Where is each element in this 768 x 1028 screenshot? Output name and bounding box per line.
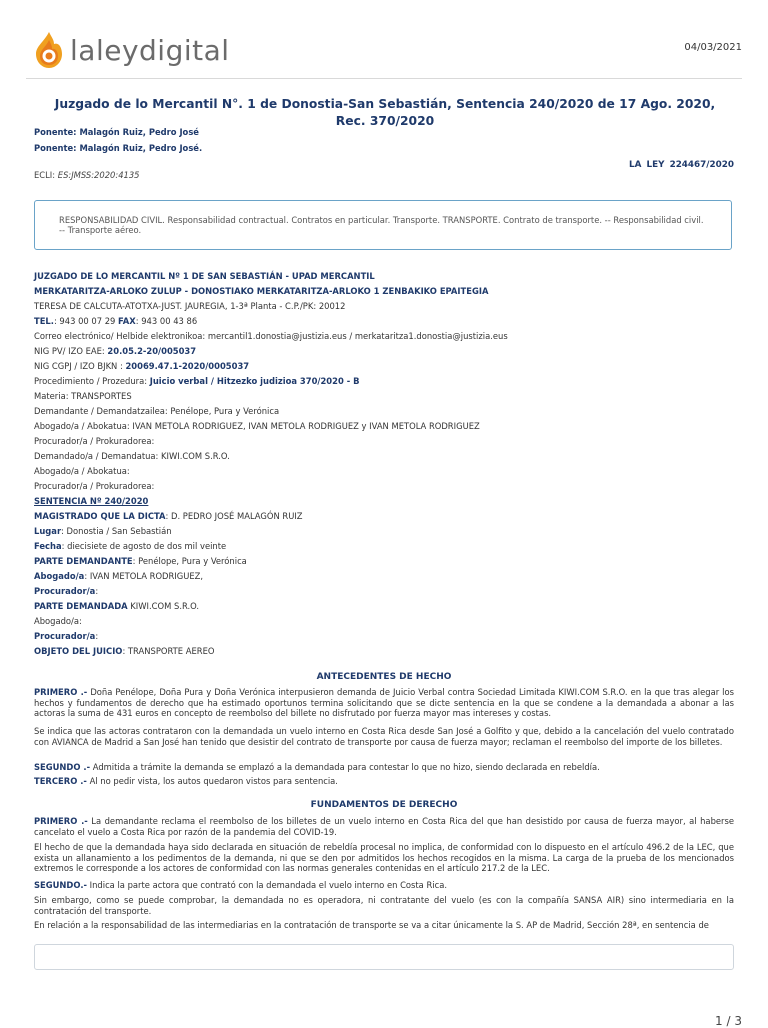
court-name-eu: MERKATARITZA-ARLOKO ZULUP - DONOSTIAKO MERKATARITZA-ARLOKO 1 ZENBAKIKO EPAITEGIA — [34, 286, 489, 296]
fundamentos-heading: FUNDAMENTOS DE DERECHO — [310, 800, 458, 810]
court-phone — [34, 315, 734, 330]
sentencia-abogado-label: Abogado/a — [34, 571, 85, 581]
lugar — [34, 525, 734, 540]
tercero-text: Al no pedir vista, los autos quedaron vistos para sentencia. — [86, 776, 338, 786]
sentencia-procurador-demandada — [34, 630, 734, 645]
ponente-line-2: Ponente: Malagón Ruiz, Pedro José. — [34, 143, 203, 153]
ecli-label: ECLI: — [34, 170, 56, 180]
fundamentos-parrafo-4: Sin embargo, como se puede comprobar, la demandada no es operadora, ni contratante del vuelo (es con la compañía SANSA AIR) sino intermediaria en la contratación del transporte. — [34, 895, 734, 916]
brand-name: laleydigital — [70, 33, 230, 67]
antecedentes-primero — [34, 687, 734, 719]
magistrado-label: MAGISTRADO QUE LA DICTA — [34, 511, 166, 521]
nig-pv-value: 20.05.2-20/005037 — [107, 346, 197, 356]
parte-demandada-label: PARTE DEMANDADA — [34, 601, 128, 611]
court-details — [34, 270, 734, 660]
materia: Materia: TRANSPORTES — [34, 391, 132, 401]
procurador: Procurador/a / Prokuradorea: — [34, 436, 155, 446]
procurador2-value: : — [95, 631, 99, 641]
objeto-juicio — [34, 645, 734, 660]
segundo-label: SEGUNDO .- — [34, 762, 91, 772]
ponente-line-1: Ponente: Malagón Ruiz, Pedro José — [34, 127, 199, 137]
fax-label: FAX — [118, 316, 136, 326]
fundamentos-parrafo-5: En relación a la responsabilidad de las intermediarias en la contratación de transporte se va a citar únicamente la S. AP de Madrid, Sección 28ª, en sentencia de — [34, 920, 709, 930]
parte-demandante — [34, 555, 734, 570]
summary-box — [34, 200, 732, 250]
fund-segundo-text: Indica la parte actora que contrató con la demandada el vuelo interno en Costa Rica. — [86, 880, 448, 890]
proc-label: Procedimiento / Prozedura: — [34, 376, 150, 386]
fundamentos-primero — [34, 816, 734, 837]
summary-text: RESPONSABILIDAD CIVIL. Responsabilidad contractual. Contratos en particular. Transporte. TRANSPORTE. Contrato de transporte. -- Responsabilidad civil. -- Transporte aéreo. — [59, 215, 704, 235]
magistrado — [34, 510, 734, 525]
tel-value: : 943 00 07 29 — [53, 316, 119, 326]
nig-cgpj — [34, 360, 734, 375]
flame-logo-icon — [32, 30, 66, 70]
parte-demandante-label: PARTE DEMANDANTE — [34, 556, 133, 566]
abogado: Abogado/a / Abokatua: IVAN METOLA RODRIGUEZ, IVAN METOLA RODRIGUEZ y IVAN METOLA RODRIGUEZ — [34, 421, 480, 431]
court-name: JUZGADO DE LO MERCANTIL Nº 1 DE SAN SEBASTIÁN - UPAD MERCANTIL — [34, 271, 375, 281]
antecedentes-parrafo-2: Se indica que las actoras contrataron con la demandada un vuelo interno en Costa Rica desde San José a Golfito y que, debido a la cancelación del vuelo contratado con AVIANCA de Madrid a San José han tenido que desistir del contrato de transporte por causa de fuerza mayor; reclaman el reembolso del importe de los billetes. — [34, 726, 734, 747]
parte-demandante-value: : Penélope, Pura y Verónica — [132, 556, 247, 566]
laleydigital-logo[interactable] — [32, 28, 230, 72]
procedimiento — [34, 375, 734, 390]
demandante: Demandante / Demandatzailea: Penélope, Pura y Verónica — [34, 406, 280, 416]
demandado: Demandado/a / Demandatua: KIWI.COM S.R.O. — [34, 451, 230, 461]
print-date: 04/03/2021 — [684, 42, 742, 53]
sentencia-heading[interactable]: SENTENCIA Nº 240/2020 — [34, 496, 149, 506]
abogado-demandado: Abogado/a / Abokatua: — [34, 466, 130, 476]
fundamentos-segundo — [34, 880, 734, 891]
court-address: TERESA DE CALCUTA-ATOTXA-JUST. JAUREGIA, 1-3ª Planta - C.P./PK: 20012 — [34, 301, 346, 311]
footer-box — [34, 944, 734, 970]
primero-text: Doña Penélope, Doña Pura y Doña Verónica interpusieron demanda de Juicio Verbal contra Sociedad Limitada KIWI.COM S.R.O. en la que tras alegar los hechos y fundamentos de derecho que ha estimado oportunos termina solicitando que se dicte sentencia en la que se condene a la demandada a abonar a las actoras la suma de 431 euros en concepto de reembolso del billete no disfrutado por fuerza mayor mas intereses y costas. — [34, 687, 734, 719]
page-header — [0, 0, 768, 90]
nig-pv — [34, 345, 734, 360]
segundo-text: Admitida a trámite la demanda se emplazó a la demandada para contestar lo que no hizo, siendo declarada en rebeldía. — [90, 762, 600, 772]
page-counter: 1 / 3 — [715, 1014, 742, 1028]
sentencia-abogado — [34, 570, 734, 585]
fund-primero-label: PRIMERO .- — [34, 816, 88, 826]
nig-pv-label: NIG PV/ IZO EAE: — [34, 346, 108, 356]
parte-demandada — [34, 600, 734, 615]
tercero-label: TERCERO .- — [34, 776, 87, 786]
fund-primero-text: La demandante reclama el reembolso de los billetes de un vuelo interno en Costa Rica del que han desistido por causa de fuerza mayor, al haberse cancelato el vuelo a Costa Rica por razón de la pandemia del COVID-19. — [34, 816, 734, 837]
magistrado-value: : D. PEDRO JOSÉ MALAGÓN RUIZ — [165, 511, 303, 521]
procurador2-label: Procurador/a — [34, 631, 96, 641]
document-title: Juzgado de lo Mercantil N°. 1 de Donostia-San Sebastián, Sentencia 240/2020 de 17 Ago. 2020, Rec. 370/2020 — [54, 97, 716, 128]
sentencia-abogado-value: : IVAN METOLA RODRIGUEZ, — [84, 571, 204, 581]
objeto-value: : TRANSPORTE AEREO — [122, 646, 215, 656]
fecha — [34, 540, 734, 555]
proc-value: Juicio verbal / Hitzezko judizioa 370/2020 - B — [149, 376, 360, 386]
laley-reference: LA LEY 224467/2020 — [629, 160, 734, 170]
fundamentos-parrafo-2: El hecho de que la demandada haya sido declarada en situación de rebeldía procesal no implica, de conformidad con lo dispuesto en el artículo 496.2 de la LEC, que exista un allanamiento a los pedimentos de la demanda, ni que se den por admitidos los hechos recogidos en la misma. La carga de la prueba de los mencionados extremos le corresponde a los actores de conformidad con las normas generales contenidas en el artículo 217.2 de la LEC. — [34, 842, 734, 874]
nig-cgpj-label: NIG CGPJ / IZO BJKN : — [34, 361, 126, 371]
objeto-label: OBJETO DEL JUICIO — [34, 646, 123, 656]
ecli-line — [34, 170, 140, 180]
antecedentes-tercero — [34, 776, 734, 787]
ecli-value: ES:JMSS:2020:4135 — [57, 170, 140, 180]
nig-cgpj-value: 20069.47.1-2020/0005037 — [125, 361, 250, 371]
court-email: Correo electrónico/ Helbide elektronikoa: mercantil1.donostia@justizia.eus / merkataritza1.donostia@justizia.eus — [34, 331, 508, 341]
procurador-demandado: Procurador/a / Prokuradorea: — [34, 481, 155, 491]
sentencia-procurador — [34, 585, 734, 600]
sentencia-procurador-label: Procurador/a — [34, 586, 96, 596]
lugar-value: : Donostia / San Sebastián — [61, 526, 172, 536]
fecha-value: : diecisiete de agosto de dos mil veinte — [61, 541, 227, 551]
parte-demandada-value: KIWI.COM S.R.O. — [127, 601, 200, 611]
sentencia-procurador-value: : — [95, 586, 99, 596]
lugar-label: Lugar — [34, 526, 62, 536]
fund-segundo-label: SEGUNDO.- — [34, 880, 87, 890]
primero-label: PRIMERO .- — [34, 687, 88, 697]
fecha-label: Fecha — [34, 541, 62, 551]
header-divider — [26, 78, 742, 79]
sentencia-abogado-demandada: Abogado/a: — [34, 616, 82, 626]
fax-value: : 943 00 43 86 — [135, 316, 198, 326]
antecedentes-heading: ANTECEDENTES DE HECHO — [316, 672, 452, 682]
tel-label: TEL. — [34, 316, 54, 326]
antecedentes-segundo — [34, 762, 734, 773]
